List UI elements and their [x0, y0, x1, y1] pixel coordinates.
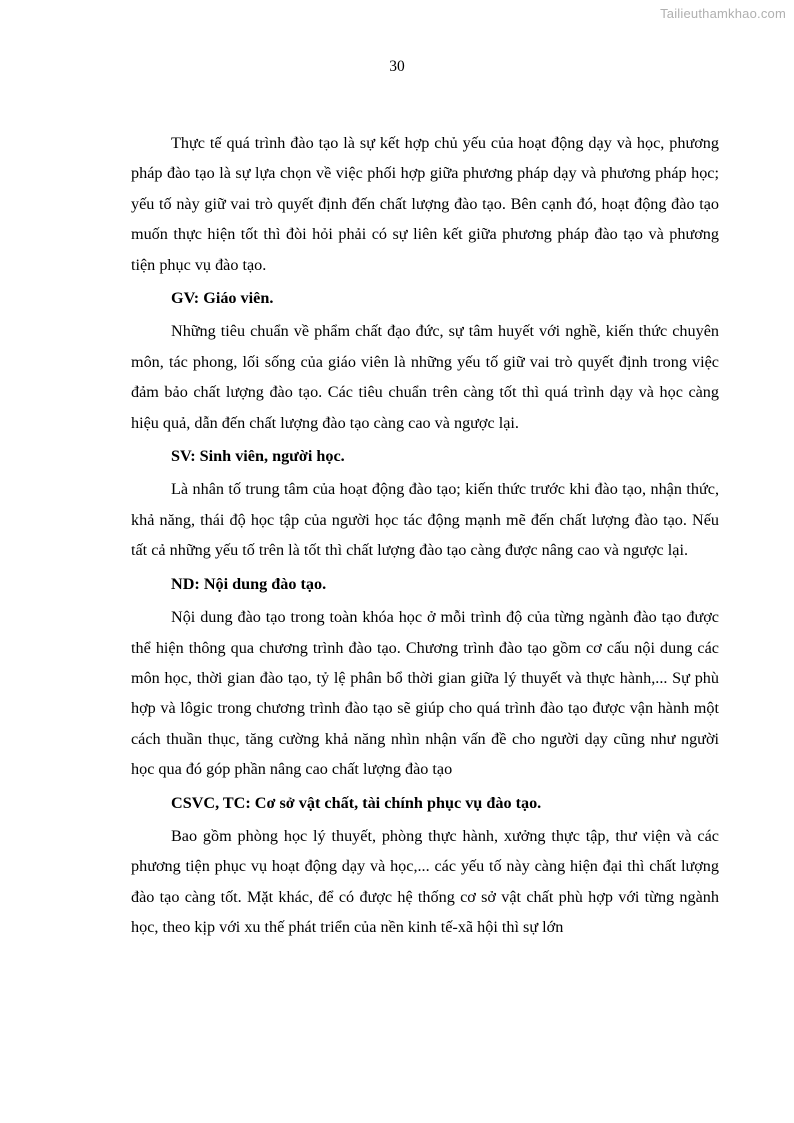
- paragraph-student: Là nhân tố trung tâm của hoạt động đào tạo; kiến thức trước khi đào tạo, nhận thức, khả năng, thái độ học tập của người học tác động mạnh mẽ đến chất lượng đào tạo. Nếu tất cả những yếu tố trên là tốt thì chất lượng đào tạo càng được nâng cao và ngược lại.: [131, 480, 719, 560]
- heading-content: ND: Nội dung đào tạo.: [171, 574, 327, 593]
- paragraph-training-method: Thực tế quá trình đào tạo là sự kết hợp chủ yếu của hoạt động dạy và học, phương pháp đào tạo là sự lựa chọn về việc phối hợp giữa phương pháp dạy và phương pháp học; yếu tố này giữ vai trò quyết định đến chất lượng đào tạo. Bên cạnh đó, hoạt động đào tạo muốn thực hiện tốt thì đòi hỏi phải có sự liên kết giữa phương pháp đào tạo và phương tiện phục vụ đào tạo.: [131, 134, 719, 274]
- heading-teacher: GV: Giáo viên.: [171, 289, 274, 308]
- page-number: 30: [389, 58, 405, 75]
- heading-student: SV: Sinh viên, người học.: [171, 447, 345, 466]
- heading-facilities: CSVC, TC: Cơ sở vật chất, tài chính phục vụ đào tạo.: [171, 793, 542, 812]
- paragraph-teacher: Những tiêu chuẩn về phẩm chất đạo đức, sự tâm huyết với nghề, kiến thức chuyên môn, tác phong, lối sống của giáo viên là những yếu tố giữ vai trò quyết định trong việc đảm bảo chất lượng đào tạo. Các tiêu chuẩn trên càng tốt thì quá trình dạy và học càng hiệu quả, dẫn đến chất lượng đào tạo càng cao và ngược lại.: [131, 322, 719, 432]
- document-body: [131, 128, 719, 946]
- paragraph-facilities: Bao gồm phòng học lý thuyết, phòng thực hành, xưởng thực tập, thư viện và các phương tiện phục vụ hoạt động dạy và học,... các yếu tố này càng hiện đại thì chất lượng đào tạo càng tốt. Mặt khác, để có được hệ thống cơ sở vật chất phù hợp với từng ngành học, theo kịp với xu thế phát triển của nền kinh tế-xã hội thì sự lớn: [131, 826, 719, 937]
- paragraph-content: Nội dung đào tạo trong toàn khóa học ở mỗi trình độ của từng ngành đào tạo được thể hiện thông qua chương trình đào tạo. Chương trình đào tạo gồm cơ cấu nội dung các môn học, thời gian đào tạo, tỷ lệ phân bổ thời gian giữa lý thuyết và thực hành,... Sự phù hợp và lôgic trong chương trình đào tạo sẽ giúp cho quá trình đào tạo được vận hành một cách thuần thục, tăng cường khả năng nhìn nhận vấn đề cho người dạy cũng như người học qua đó góp phần nâng cao chất lượng đào tạo: [131, 608, 719, 779]
- watermark: Tailieuthamkhao.com: [660, 6, 786, 21]
